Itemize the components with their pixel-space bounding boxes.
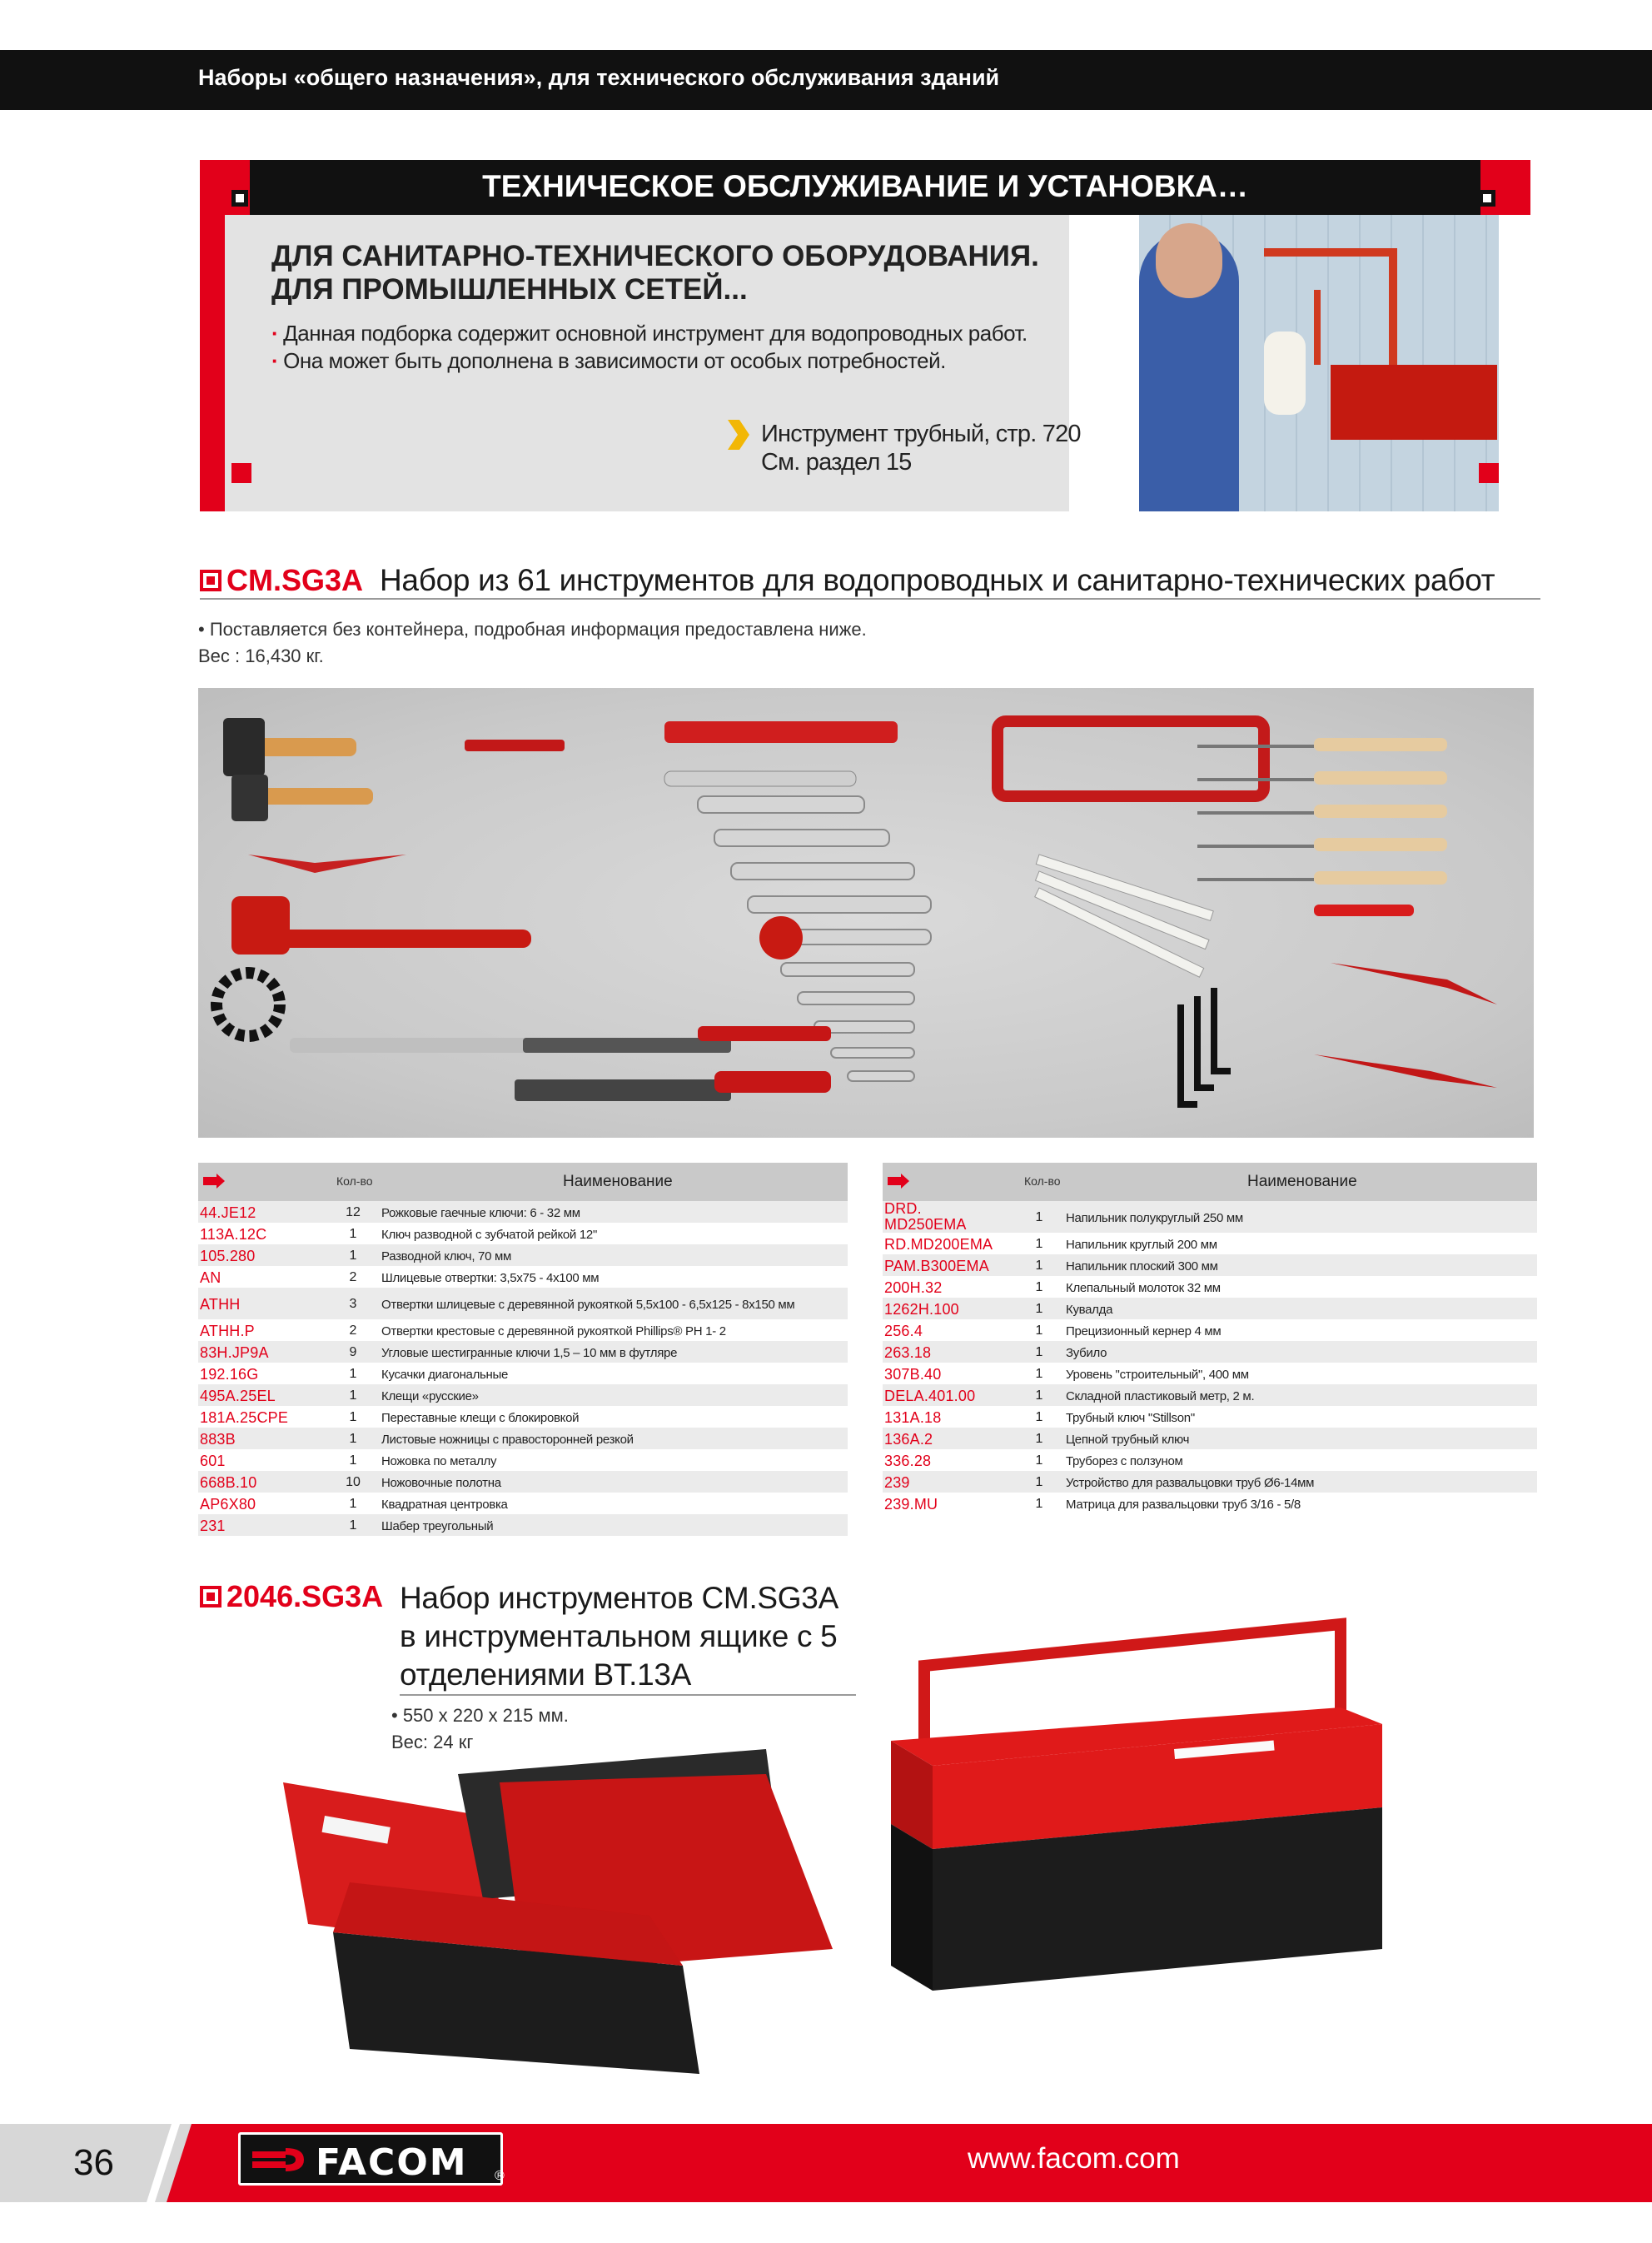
- article-code: 231: [200, 1518, 226, 1534]
- facom-wrench-icon: [252, 2146, 306, 2173]
- quantity: 1: [1035, 1302, 1043, 1316]
- quantity: 1: [1035, 1259, 1043, 1273]
- quantity: 1: [349, 1432, 357, 1446]
- product-square-icon: [200, 1586, 221, 1607]
- corner-square-icon: [1479, 190, 1495, 207]
- item-name: Клепальный молоток 32 мм: [1066, 1281, 1221, 1295]
- article-code: 113A.12C: [200, 1226, 267, 1243]
- item-name: Угловые шестигранные ключи 1,5 – 10 мм в футляре: [381, 1346, 678, 1360]
- quantity: 1: [1035, 1237, 1043, 1251]
- quantity: 9: [349, 1345, 357, 1359]
- worker-photo: [1139, 215, 1499, 511]
- product-title-line: Набор инструментов CM.SG3A: [400, 1581, 838, 1615]
- table-header-left: [198, 1163, 848, 1201]
- category-bar: [0, 50, 1652, 110]
- item-name: Кусачки диагональные: [381, 1368, 509, 1382]
- quantity: 1: [1035, 1388, 1043, 1403]
- item-name: Складной пластиковый метр, 2 м.: [1066, 1389, 1255, 1403]
- quantity: 1: [1035, 1345, 1043, 1359]
- article-code: 192.16G: [200, 1366, 259, 1383]
- quantity: 1: [349, 1453, 357, 1468]
- table-row: [198, 1384, 848, 1406]
- article-code: 263.18: [884, 1344, 932, 1361]
- quantity: 1: [1035, 1453, 1043, 1468]
- table-row: [198, 1471, 848, 1493]
- quantity: 1: [1035, 1323, 1043, 1338]
- tool-set-photo: [198, 688, 1534, 1138]
- article-code: DELA.401.00: [884, 1388, 976, 1404]
- table-row: [198, 1201, 848, 1223]
- product-dimensions: • 550 x 220 x 215 мм.: [391, 1705, 569, 1726]
- table-row: [883, 1341, 1537, 1363]
- item-name: Шлицевые отвертки: 3,5x75 - 4x100 мм: [381, 1271, 600, 1285]
- name-column-header: Наименование: [1247, 1173, 1357, 1190]
- table-row: [883, 1363, 1537, 1384]
- table-body-right: [883, 1201, 1537, 1534]
- photo-pipe: [1389, 248, 1397, 381]
- table-row: [198, 1514, 848, 1536]
- table-row: [198, 1363, 848, 1384]
- item-name: Переставные клещи с блокировкой: [381, 1411, 580, 1425]
- hero-subtitle-line: ДЛЯ ПРОМЫШЛЕННЫХ СЕТЕЙ...: [271, 273, 748, 306]
- table-row: [198, 1223, 848, 1244]
- article-code: [884, 1201, 967, 1233]
- item-name: Отвертки крестовые с деревянной рукояткой Phillips® PH 1- 2: [381, 1324, 726, 1338]
- item-name: Трубный ключ "Stillson": [1066, 1411, 1195, 1425]
- tool-set-illustration: [198, 688, 1534, 1138]
- hero-bullet-text: Она может быть дополнена в зависимости от особых потребностей.: [283, 348, 946, 373]
- table-row: [883, 1319, 1537, 1341]
- quantity: 1: [349, 1227, 357, 1241]
- photo-filter: [1264, 331, 1306, 415]
- product-weight: Вес: 24 кг: [391, 1732, 474, 1752]
- category-title: Наборы «общего назначения», для технического обслуживания зданий: [198, 65, 1000, 90]
- item-name: Ножовка по металлу: [381, 1454, 497, 1468]
- item-name: Кувалда: [1066, 1303, 1113, 1317]
- hero-title: ТЕХНИЧЕСКОЕ ОБСЛУЖИВАНИЕ И УСТАНОВКА…: [482, 169, 1248, 203]
- product-code: 2046.SG3A: [226, 1579, 384, 1613]
- article-code: 181A.25CPE: [200, 1409, 289, 1426]
- product-title: Набор из 61 инструментов для водопроводных и санитарно-технических работ: [380, 563, 1495, 597]
- article-code: PAM.B300EMA: [884, 1258, 989, 1274]
- product-title: [400, 1579, 838, 1694]
- table-row: [883, 1493, 1537, 1514]
- quantity: 1: [349, 1497, 357, 1511]
- hero-bullet-text: Данная подборка содержит основной инструмент для водопроводных работ.: [283, 321, 1028, 346]
- hero-left-accent: [200, 215, 225, 511]
- hero-subtitle-line: ДЛЯ САНИТАРНО-ТЕХНИЧЕСКОГО ОБОРУДОВАНИЯ.: [271, 240, 1039, 272]
- cross-reference[interactable]: [761, 420, 1081, 476]
- cross-reference-line[interactable]: См. раздел 15: [761, 449, 912, 476]
- quantity: 1: [1035, 1410, 1043, 1424]
- facom-logo: [238, 2132, 503, 2186]
- table-row: [198, 1493, 848, 1514]
- article-code: 83H.JP9A: [200, 1344, 269, 1361]
- item-name: Цепной трубный ключ: [1066, 1433, 1190, 1447]
- quantity: 12: [346, 1205, 361, 1219]
- article-code: 495A.25EL: [200, 1388, 276, 1404]
- article-code: 239: [884, 1474, 910, 1491]
- table-row: [883, 1428, 1537, 1449]
- product-title-line: в инструментальном ящике с 5: [400, 1619, 838, 1653]
- hero-bullets: [271, 320, 1028, 375]
- item-name: Клещи «русские»: [381, 1389, 479, 1403]
- article-code: ATHH.P: [200, 1323, 255, 1339]
- photo-pipe: [1314, 290, 1321, 365]
- item-name: Разводной ключ, 70 мм: [381, 1249, 512, 1264]
- photo-head: [1156, 223, 1222, 298]
- table-row: [198, 1266, 848, 1288]
- quantity: 1: [1035, 1497, 1043, 1511]
- item-name: Труборез с ползуном: [1066, 1454, 1183, 1468]
- product-note: • Поставляется без контейнера, подробная информация предоставлена ниже.: [198, 619, 867, 640]
- quantity: 1: [349, 1388, 357, 1403]
- brand-name: FACOM: [316, 2141, 468, 2184]
- corner-square-icon: [231, 463, 251, 483]
- item-name: Шабер треугольный: [381, 1519, 494, 1533]
- name-column-header: Наименование: [563, 1173, 673, 1190]
- table-row: [198, 1406, 848, 1428]
- item-name: Отвертки шлицевые с деревянной рукояткой 5,5x100 - 6,5x125 - 8x150 мм: [381, 1298, 795, 1312]
- quantity: 1: [1035, 1280, 1043, 1294]
- article-code: 239.MU: [884, 1496, 938, 1513]
- hero-bullet: [271, 320, 1028, 347]
- table-row: [883, 1384, 1537, 1406]
- page-number: 36: [73, 2142, 114, 2183]
- article-code-line: DRD.: [884, 1200, 922, 1217]
- quantity: 2: [349, 1270, 357, 1284]
- quantity: 1: [349, 1249, 357, 1263]
- article-code: 256.4: [884, 1323, 923, 1339]
- item-name: Матрица для развальцовки труб 3/16 - 5/8: [1066, 1498, 1301, 1512]
- cross-reference-line[interactable]: Инструмент трубный, стр. 720: [761, 421, 1081, 447]
- quantity: 2: [349, 1323, 357, 1338]
- corner-square-icon: [231, 190, 248, 207]
- title-rule: [400, 1694, 856, 1696]
- quantity: 1: [349, 1410, 357, 1424]
- open-toolbox-photo: [250, 1749, 866, 2082]
- article-code: 668B.10: [200, 1474, 257, 1491]
- corner-square-icon: [1479, 463, 1499, 483]
- article-code: 44.JE12: [200, 1204, 256, 1221]
- bullet-dot-icon: ·: [271, 348, 279, 373]
- table-row: [883, 1471, 1537, 1493]
- red-arrow-icon: [202, 1174, 226, 1189]
- red-arrow-icon: [886, 1174, 911, 1189]
- product-code: CM.SG3A: [226, 563, 364, 597]
- table-row: [883, 1276, 1537, 1298]
- table-row: [883, 1298, 1537, 1319]
- table-row: [883, 1406, 1537, 1428]
- table-row: [198, 1341, 848, 1363]
- article-code: AN: [200, 1269, 221, 1286]
- article-code: 105.280: [200, 1248, 256, 1264]
- hero-bullet: [271, 347, 1028, 375]
- article-code: 136A.2: [884, 1431, 933, 1448]
- qty-column-header: Кол-во: [336, 1174, 373, 1188]
- quantity: 1: [1035, 1432, 1043, 1446]
- bullet-dot-icon: ·: [271, 321, 279, 346]
- registered-mark: ®: [495, 2169, 505, 2183]
- article-code: 307B.40: [884, 1366, 942, 1383]
- table-row: [883, 1233, 1537, 1254]
- item-name: Напильник круглый 200 мм: [1066, 1238, 1217, 1252]
- item-name: Ключ разводной с зубчатой рейкой 12": [381, 1228, 597, 1242]
- table-row: [198, 1428, 848, 1449]
- qty-column-header: Кол-во: [1024, 1174, 1061, 1188]
- table-row: [198, 1288, 848, 1319]
- table-header-right: [883, 1163, 1537, 1201]
- item-name: Напильник плоский 300 мм: [1066, 1259, 1218, 1274]
- quantity: 1: [349, 1518, 357, 1533]
- article-code: AP6X80: [200, 1496, 256, 1513]
- quantity: 1: [349, 1367, 357, 1381]
- article-code: 200H.32: [884, 1279, 943, 1296]
- item-name: Квадратная центровка: [381, 1498, 508, 1512]
- table-row: [198, 1449, 848, 1471]
- table-row: [883, 1449, 1537, 1471]
- table-row: [883, 1201, 1537, 1233]
- product-square-icon: [200, 570, 221, 591]
- item-name: Рожковые гаечные ключи: 6 - 32 мм: [381, 1206, 580, 1220]
- table-body-left: [198, 1201, 848, 1551]
- yellow-arrow-icon: [726, 418, 751, 451]
- article-code: 131A.18: [884, 1409, 942, 1426]
- hero-subtitle: [271, 240, 1039, 307]
- table-row: [883, 1254, 1537, 1276]
- table-row: [198, 1244, 848, 1266]
- article-code-line: MD250EMA: [884, 1216, 967, 1233]
- product-weight: Вес : 16,430 кг.: [198, 645, 324, 666]
- article-code: RD.MD200EMA: [884, 1236, 993, 1253]
- quantity: 1: [1035, 1367, 1043, 1381]
- item-name: Прецизионный кернер 4 мм: [1066, 1324, 1222, 1338]
- title-rule: [200, 598, 1540, 600]
- photo-toolbox: [1331, 365, 1497, 440]
- item-name: Ножовочные полотна: [381, 1476, 501, 1490]
- article-code: 601: [200, 1453, 226, 1469]
- website-link[interactable]: www.facom.com: [968, 2142, 1180, 2175]
- article-code: 1262H.100: [884, 1301, 959, 1318]
- table-row: [198, 1319, 848, 1341]
- quantity: 1: [1035, 1475, 1043, 1489]
- article-code: ATHH: [200, 1296, 241, 1313]
- item-name: Зубило: [1066, 1346, 1107, 1360]
- product-title-line: отделениями BT.13A: [400, 1657, 692, 1692]
- quantity: 10: [346, 1475, 361, 1489]
- article-code: 883B: [200, 1431, 236, 1448]
- item-name: Устройство для развальцовки труб Ø6-14мм: [1066, 1476, 1315, 1490]
- item-name: Уровень "строительный", 400 мм: [1066, 1368, 1249, 1382]
- item-name: Листовые ножницы с правосторонней резкой: [381, 1433, 634, 1447]
- photo-pipe: [1264, 248, 1397, 257]
- closed-toolbox-photo: [874, 1616, 1391, 2016]
- quantity: 3: [349, 1297, 357, 1311]
- article-code: 336.28: [884, 1453, 932, 1469]
- quantity: 1: [1035, 1210, 1043, 1224]
- item-name: Напильник полукруглый 250 мм: [1066, 1211, 1243, 1225]
